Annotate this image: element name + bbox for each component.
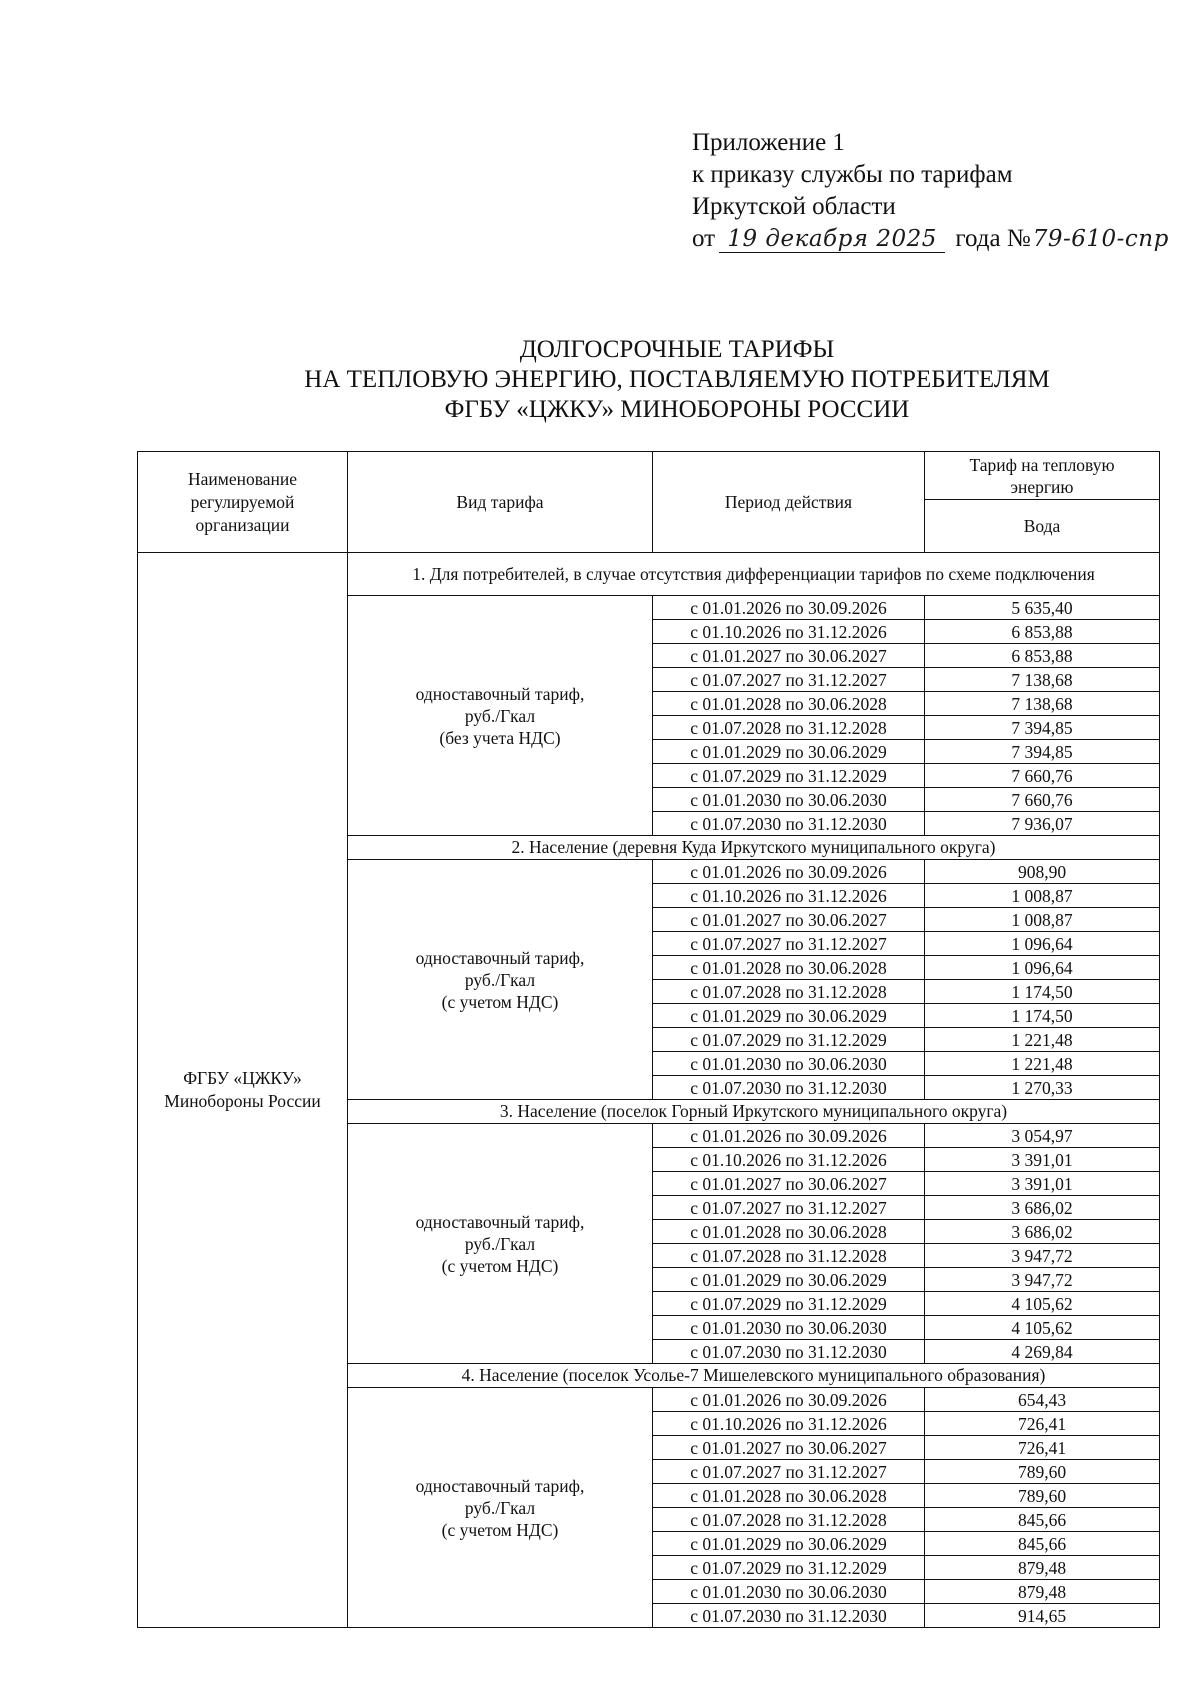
period-cell: с 01.01.2026 по 30.09.2026: [653, 1124, 925, 1148]
period-cell: с 01.01.2028 по 30.06.2028: [653, 956, 925, 980]
tariff-kind-line-3: (с учетом НДС): [441, 991, 559, 1012]
tariff-value-cell: 4 105,62: [925, 1316, 1160, 1340]
tariff-kind-line-1: одноставочный тариф,: [415, 947, 585, 968]
period-cell: с 01.07.2030 по 31.12.2030: [653, 1076, 925, 1100]
title-line-2: НА ТЕПЛОВУЮ ЭНЕРГИЮ, ПОСТАВЛЯЕМУЮ ПОТРЕБИТЕЛЯМ: [304, 366, 1050, 393]
tariff-kind-cell: [348, 1124, 653, 1364]
tariff-kind-line-2: руб./Гкал: [464, 1497, 536, 1518]
tariff-kind-cell: [348, 596, 653, 836]
tariff-value-cell: 654,43: [925, 1388, 1160, 1412]
org-name-line-2: Минобороны России: [164, 1091, 321, 1111]
tariff-value-cell: 789,60: [925, 1484, 1160, 1508]
header-org: Наименование регулируемой организации: [138, 452, 348, 553]
tariff-value-cell: 789,60: [925, 1460, 1160, 1484]
period-cell: с 01.01.2029 по 30.06.2029: [653, 1532, 925, 1556]
period-cell: с 01.01.2030 по 30.06.2030: [653, 788, 925, 812]
header-period: Период действия: [653, 452, 925, 553]
period-cell: с 01.07.2029 по 31.12.2029: [653, 1292, 925, 1316]
tariff-kind-cell: [348, 860, 653, 1100]
period-cell: с 01.07.2028 по 31.12.2028: [653, 1508, 925, 1532]
tariff-kind-line-2: руб./Гкал: [464, 705, 536, 726]
tariff-value-cell: 1 221,48: [925, 1028, 1160, 1052]
appendix-block: [692, 127, 1169, 255]
tariff-value-cell: 1 221,48: [925, 1052, 1160, 1076]
tariff-kind-line-1: одноставочный тариф,: [415, 683, 585, 704]
tariff-value-cell: 1 008,87: [925, 884, 1160, 908]
tariff-table: [137, 451, 1160, 1628]
tariff-value-cell: 7 394,85: [925, 716, 1160, 740]
period-cell: с 01.01.2026 по 30.09.2026: [653, 1388, 925, 1412]
period-cell: с 01.01.2029 по 30.06.2029: [653, 1268, 925, 1292]
title-line-3: ФГБУ «ЦЖКУ» МИНОБОРОНЫ РОССИИ: [444, 396, 910, 423]
period-cell: с 01.07.2028 по 31.12.2028: [653, 980, 925, 1004]
period-cell: с 01.07.2027 по 31.12.2027: [653, 668, 925, 692]
group-title: 3. Население (поселок Горный Иркутского муниципального округа): [348, 1100, 1160, 1124]
tariff-value-cell: 879,48: [925, 1556, 1160, 1580]
period-cell: с 01.01.2030 по 30.06.2030: [653, 1580, 925, 1604]
period-cell: с 01.07.2027 по 31.12.2027: [653, 1460, 925, 1484]
appendix-line-4: [692, 223, 1169, 255]
period-cell: с 01.07.2030 по 31.12.2030: [653, 1604, 925, 1628]
period-cell: с 01.01.2027 по 30.06.2027: [653, 1172, 925, 1196]
tariff-value-cell: 3 686,02: [925, 1196, 1160, 1220]
tariff-value-cell: 1 096,64: [925, 932, 1160, 956]
tariff-value-cell: 7 138,68: [925, 692, 1160, 716]
date-prefix: от: [692, 225, 716, 252]
handwritten-date: 19 декабря 2025: [719, 226, 945, 253]
period-cell: с 01.01.2029 по 30.06.2029: [653, 1004, 925, 1028]
period-cell: с 01.01.2029 по 30.06.2029: [653, 740, 925, 764]
tariff-value-cell: 7 936,07: [925, 812, 1160, 836]
period-cell: с 01.10.2026 по 31.12.2026: [653, 1412, 925, 1436]
appendix-line-1: Приложение 1: [692, 129, 845, 156]
title-line-1: ДОЛГОСРОЧНЫЕ ТАРИФЫ: [519, 336, 835, 363]
tariff-value-cell: 1 174,50: [925, 1004, 1160, 1028]
tariff-value-cell: 3 947,72: [925, 1244, 1160, 1268]
handwritten-number: 79-610-спр: [1032, 226, 1169, 252]
tariff-value-cell: 879,48: [925, 1580, 1160, 1604]
tariff-value-cell: 4 269,84: [925, 1340, 1160, 1364]
tariff-kind-line-2: руб./Гкал: [464, 969, 536, 990]
period-cell: с 01.10.2026 по 31.12.2026: [653, 1148, 925, 1172]
period-cell: с 01.01.2026 по 30.09.2026: [653, 860, 925, 884]
group-title: 1. Для потребителей, в случае отсутствия дифференциации тарифов по схеме подключения: [348, 553, 1160, 596]
tariff-value-cell: 7 660,76: [925, 788, 1160, 812]
org-name-line-1: ФГБУ «ЦЖКУ»: [183, 1068, 302, 1088]
tariff-kind-line-3: (без учета НДС): [439, 727, 561, 748]
period-cell: с 01.10.2026 по 31.12.2026: [653, 884, 925, 908]
tariff-value-cell: 5 635,40: [925, 596, 1160, 620]
appendix-line-3: Иркутской области: [692, 193, 896, 220]
tariff-value-cell: 845,66: [925, 1508, 1160, 1532]
period-cell: с 01.01.2030 по 30.06.2030: [653, 1052, 925, 1076]
period-cell: с 01.07.2029 по 31.12.2029: [653, 764, 925, 788]
tariff-value-cell: 1 174,50: [925, 980, 1160, 1004]
tariff-kind-line-2: руб./Гкал: [464, 1233, 536, 1254]
group-title: 4. Население (поселок Усолье-7 Мишелевского муниципального образования): [348, 1364, 1160, 1388]
period-cell: с 01.07.2029 по 31.12.2029: [653, 1556, 925, 1580]
period-cell: с 01.07.2030 по 31.12.2030: [653, 812, 925, 836]
period-cell: с 01.01.2027 по 30.06.2027: [653, 908, 925, 932]
period-cell: с 01.07.2028 по 31.12.2028: [653, 716, 925, 740]
year-word: года №: [955, 225, 1031, 252]
tariff-value-cell: 914,65: [925, 1604, 1160, 1628]
header-kind: Вид тарифа: [348, 452, 653, 553]
tariff-value-cell: 6 853,88: [925, 644, 1160, 668]
period-cell: с 01.07.2029 по 31.12.2029: [653, 1028, 925, 1052]
header-tariff: Тариф на тепловую энергию: [925, 452, 1160, 500]
period-cell: с 01.01.2030 по 30.06.2030: [653, 1316, 925, 1340]
period-cell: с 01.07.2027 по 31.12.2027: [653, 932, 925, 956]
period-cell: с 01.01.2027 по 30.06.2027: [653, 644, 925, 668]
tariff-kind-line-3: (с учетом НДС): [441, 1519, 559, 1540]
tariff-kind-line-1: одноставочный тариф,: [415, 1211, 585, 1232]
tariff-value-cell: 3 391,01: [925, 1148, 1160, 1172]
tariff-value-cell: 7 394,85: [925, 740, 1160, 764]
tariff-kind-line-3: (с учетом НДС): [441, 1255, 559, 1276]
org-name-cell: [138, 553, 348, 1628]
tariff-value-cell: 3 391,01: [925, 1172, 1160, 1196]
tariff-value-cell: 7 138,68: [925, 668, 1160, 692]
tariff-kind-cell: [348, 1388, 653, 1628]
tariff-value-cell: 726,41: [925, 1412, 1160, 1436]
header-water: Вода: [925, 500, 1160, 553]
period-cell: с 01.07.2030 по 31.12.2030: [653, 1340, 925, 1364]
period-cell: с 01.01.2027 по 30.06.2027: [653, 1436, 925, 1460]
tariff-value-cell: 3 947,72: [925, 1268, 1160, 1292]
document-title: [200, 335, 1154, 425]
tariff-value-cell: 1 096,64: [925, 956, 1160, 980]
group-title: 2. Население (деревня Куда Иркутского муниципального округа): [348, 836, 1160, 860]
tariff-value-cell: 908,90: [925, 860, 1160, 884]
tariff-table-wrap: [137, 451, 1160, 1628]
period-cell: с 01.10.2026 по 31.12.2026: [653, 620, 925, 644]
tariff-value-cell: 845,66: [925, 1532, 1160, 1556]
tariff-value-cell: 1 008,87: [925, 908, 1160, 932]
tariff-kind-line-1: одноставочный тариф,: [415, 1475, 585, 1496]
period-cell: с 01.07.2027 по 31.12.2027: [653, 1196, 925, 1220]
period-cell: с 01.01.2028 по 30.06.2028: [653, 692, 925, 716]
tariff-value-cell: 3 686,02: [925, 1220, 1160, 1244]
period-cell: с 01.01.2028 по 30.06.2028: [653, 1484, 925, 1508]
tariff-value-cell: 726,41: [925, 1436, 1160, 1460]
tariff-value-cell: 1 270,33: [925, 1076, 1160, 1100]
period-cell: с 01.07.2028 по 31.12.2028: [653, 1244, 925, 1268]
period-cell: с 01.01.2026 по 30.09.2026: [653, 596, 925, 620]
period-cell: с 01.01.2028 по 30.06.2028: [653, 1220, 925, 1244]
tariff-value-cell: 7 660,76: [925, 764, 1160, 788]
tariff-value-cell: 6 853,88: [925, 620, 1160, 644]
tariff-value-cell: 3 054,97: [925, 1124, 1160, 1148]
appendix-line-2: к приказу службы по тарифам: [692, 161, 1013, 188]
tariff-value-cell: 4 105,62: [925, 1292, 1160, 1316]
